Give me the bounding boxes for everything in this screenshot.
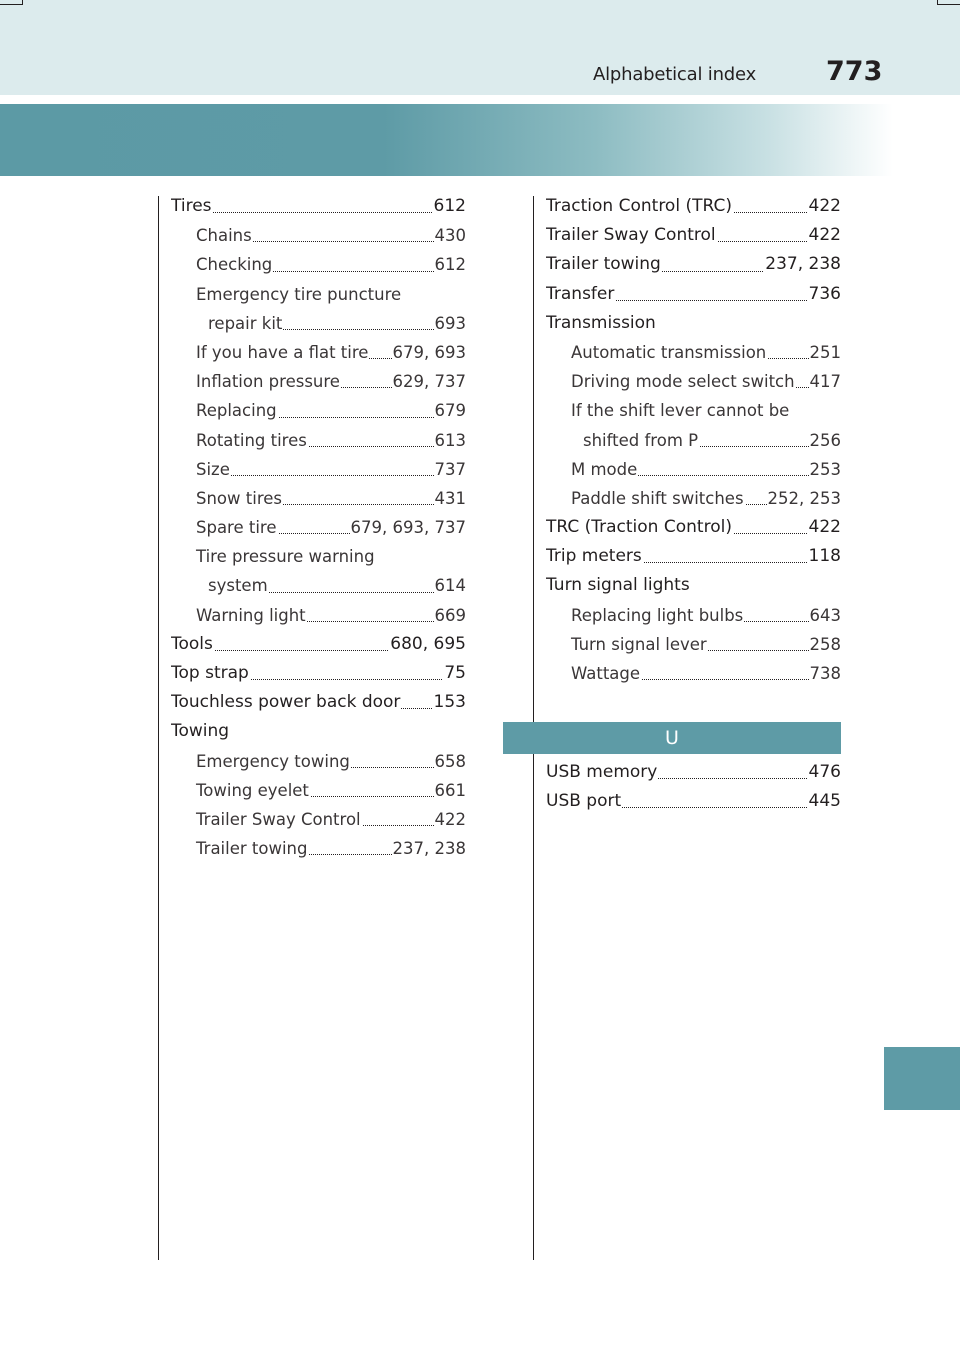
index-entry: [546, 396, 841, 425]
index-page-ref[interactable]: 613: [434, 426, 467, 455]
index-page-ref[interactable]: 237, 238: [392, 834, 466, 863]
index-entry: [546, 250, 841, 279]
index-entry: [171, 309, 466, 338]
index-entry: [171, 250, 466, 279]
index-page-ref[interactable]: 658: [434, 747, 467, 776]
index-page-ref[interactable]: 417: [809, 367, 842, 396]
index-entry: [546, 367, 841, 396]
section-header-u: U: [503, 722, 841, 754]
index-entry: [546, 192, 841, 221]
index-term: Warning light: [196, 601, 307, 630]
index-page-ref[interactable]: 258: [809, 630, 842, 659]
index-term: Trailer towing: [196, 834, 308, 863]
index-page-ref[interactable]: 422: [808, 192, 841, 221]
index-term: M mode: [571, 455, 638, 484]
index-page-ref[interactable]: 476: [808, 758, 841, 787]
index-page-ref[interactable]: 75: [443, 659, 466, 688]
index-term: Wattage: [571, 659, 641, 688]
index-entry: [171, 776, 466, 805]
index-term: Emergency towing: [196, 747, 351, 776]
index-page-ref[interactable]: 612: [434, 250, 467, 279]
index-entry: [171, 717, 466, 746]
page-header: [0, 0, 960, 95]
index-page-ref[interactable]: 738: [809, 659, 842, 688]
index-page-ref[interactable]: 643: [809, 601, 842, 630]
index-page-ref[interactable]: 430: [434, 221, 467, 250]
index-term: Tires: [171, 192, 213, 221]
index-page-ref[interactable]: 153: [433, 688, 466, 717]
index-term: If you have a flat tire: [196, 338, 369, 367]
index-page-ref[interactable]: 679: [434, 396, 467, 425]
index-page-ref[interactable]: 680, 695: [389, 630, 466, 659]
index-entry: [546, 787, 841, 816]
index-entry: [546, 338, 841, 367]
index-term: Snow tires: [196, 484, 283, 513]
index-thumb-tab: [884, 1047, 960, 1110]
index-page-ref[interactable]: 614: [434, 571, 467, 600]
index-term: Inflation pressure: [196, 367, 341, 396]
index-term: Tools: [171, 630, 214, 659]
index-term: Traction Control (TRC): [546, 192, 733, 221]
index-entry: [171, 571, 466, 600]
index-term: Tire pressure warning: [196, 542, 376, 571]
index-term: repair kit: [208, 309, 283, 338]
index-entry: [546, 542, 841, 571]
index-page-ref[interactable]: 679, 693, 737: [350, 513, 466, 542]
index-entry: [546, 309, 841, 338]
crop-mark-left-horizontal: [0, 4, 22, 5]
index-page-ref[interactable]: 422: [434, 805, 467, 834]
index-entry: [546, 758, 841, 787]
index-page-ref[interactable]: 237, 238: [764, 250, 841, 279]
index-entry: [546, 280, 841, 309]
index-term: Transmission: [546, 309, 657, 338]
index-term: Driving mode select switch: [571, 367, 796, 396]
index-entry: [546, 455, 841, 484]
page-title: Alphabetical index: [593, 64, 757, 85]
index-entry: [171, 367, 466, 396]
index-page-ref[interactable]: 256: [809, 426, 842, 455]
index-term: Checking: [196, 250, 273, 279]
index-page-ref[interactable]: 251: [809, 338, 842, 367]
index-term: shifted from P: [583, 426, 699, 455]
index-term: USB memory: [546, 758, 658, 787]
index-entry: [171, 601, 466, 630]
index-page-ref[interactable]: 422: [808, 221, 841, 250]
index-section-u: [546, 758, 841, 816]
dot-leader: [196, 475, 466, 476]
index-entry: [546, 484, 841, 513]
index-entry: [171, 192, 466, 221]
index-entry: [171, 834, 466, 863]
index-page-ref[interactable]: 445: [808, 787, 841, 816]
crop-mark-left-vertical: [22, 0, 23, 5]
index-term: Replacing light bulbs: [571, 601, 744, 630]
index-page-ref[interactable]: 629, 737: [392, 367, 466, 396]
index-term: Paddle shift switches: [571, 484, 745, 513]
index-entry: [171, 513, 466, 542]
index-entry: [171, 280, 466, 309]
index-entry: [546, 630, 841, 659]
index-entry: [171, 484, 466, 513]
left-column-rule: [158, 196, 159, 1260]
index-term: Trailer towing: [546, 250, 662, 279]
index-page-ref[interactable]: 669: [434, 601, 467, 630]
index-term: Touchless power back door: [171, 688, 401, 717]
index-page-ref[interactable]: 612: [433, 192, 466, 221]
index-page-ref[interactable]: 693: [434, 309, 467, 338]
index-page-ref[interactable]: 679, 693: [392, 338, 466, 367]
index-entry: [171, 426, 466, 455]
index-term: Automatic transmission: [571, 338, 767, 367]
index-entry: [171, 455, 466, 484]
index-page-ref[interactable]: 737: [434, 455, 467, 484]
index-page-ref[interactable]: 253: [809, 455, 842, 484]
index-term: Trip meters: [546, 542, 643, 571]
index-entry: [171, 659, 466, 688]
index-term: Turn signal lights: [546, 571, 691, 600]
index-entry: [171, 630, 466, 659]
index-entry: [546, 426, 841, 455]
index-entry: [171, 542, 466, 571]
index-entry: [546, 221, 841, 250]
index-entry: [171, 747, 466, 776]
index-term: Replacing: [196, 396, 278, 425]
index-term: Emergency tire puncture: [196, 280, 402, 309]
index-term: Spare tire: [196, 513, 278, 542]
index-term: USB port: [546, 787, 622, 816]
index-page-ref[interactable]: 736: [808, 280, 841, 309]
index-term: Towing: [171, 717, 230, 746]
index-entry: [546, 571, 841, 600]
index-term: Chains: [196, 221, 253, 250]
index-page-ref[interactable]: 661: [434, 776, 467, 805]
dot-leader: [171, 212, 466, 213]
index-term: Towing eyelet: [196, 776, 310, 805]
index-term: Top strap: [171, 659, 250, 688]
header-band: [0, 104, 960, 176]
index-term: Trailer Sway Control: [196, 805, 362, 834]
index-entry: [171, 805, 466, 834]
index-term: Rotating tires: [196, 426, 308, 455]
index-term: If the shift lever cannot be: [571, 396, 790, 425]
index-page-ref[interactable]: 431: [434, 484, 467, 513]
index-entry: [171, 221, 466, 250]
index-page-ref[interactable]: 252, 253: [767, 484, 841, 513]
index-entry: [546, 513, 841, 542]
index-column-left: [171, 192, 466, 863]
index-term: Trailer Sway Control: [546, 221, 717, 250]
index-term: Turn signal lever: [571, 630, 708, 659]
index-column-right: [546, 192, 841, 688]
crop-mark-right-horizontal: [938, 4, 960, 5]
index-page-ref[interactable]: 118: [808, 542, 841, 571]
index-entry: [546, 659, 841, 688]
index-entry: [546, 601, 841, 630]
index-term: system: [208, 571, 269, 600]
page-number: 773: [826, 56, 883, 87]
index-term: Size: [196, 455, 231, 484]
index-entry: [171, 396, 466, 425]
index-term: TRC (Traction Control): [546, 513, 733, 542]
index-entry: [171, 688, 466, 717]
crop-mark-right-vertical: [937, 0, 938, 5]
index-entry: [171, 338, 466, 367]
index-page-ref[interactable]: 422: [808, 513, 841, 542]
index-term: Transfer: [546, 280, 615, 309]
